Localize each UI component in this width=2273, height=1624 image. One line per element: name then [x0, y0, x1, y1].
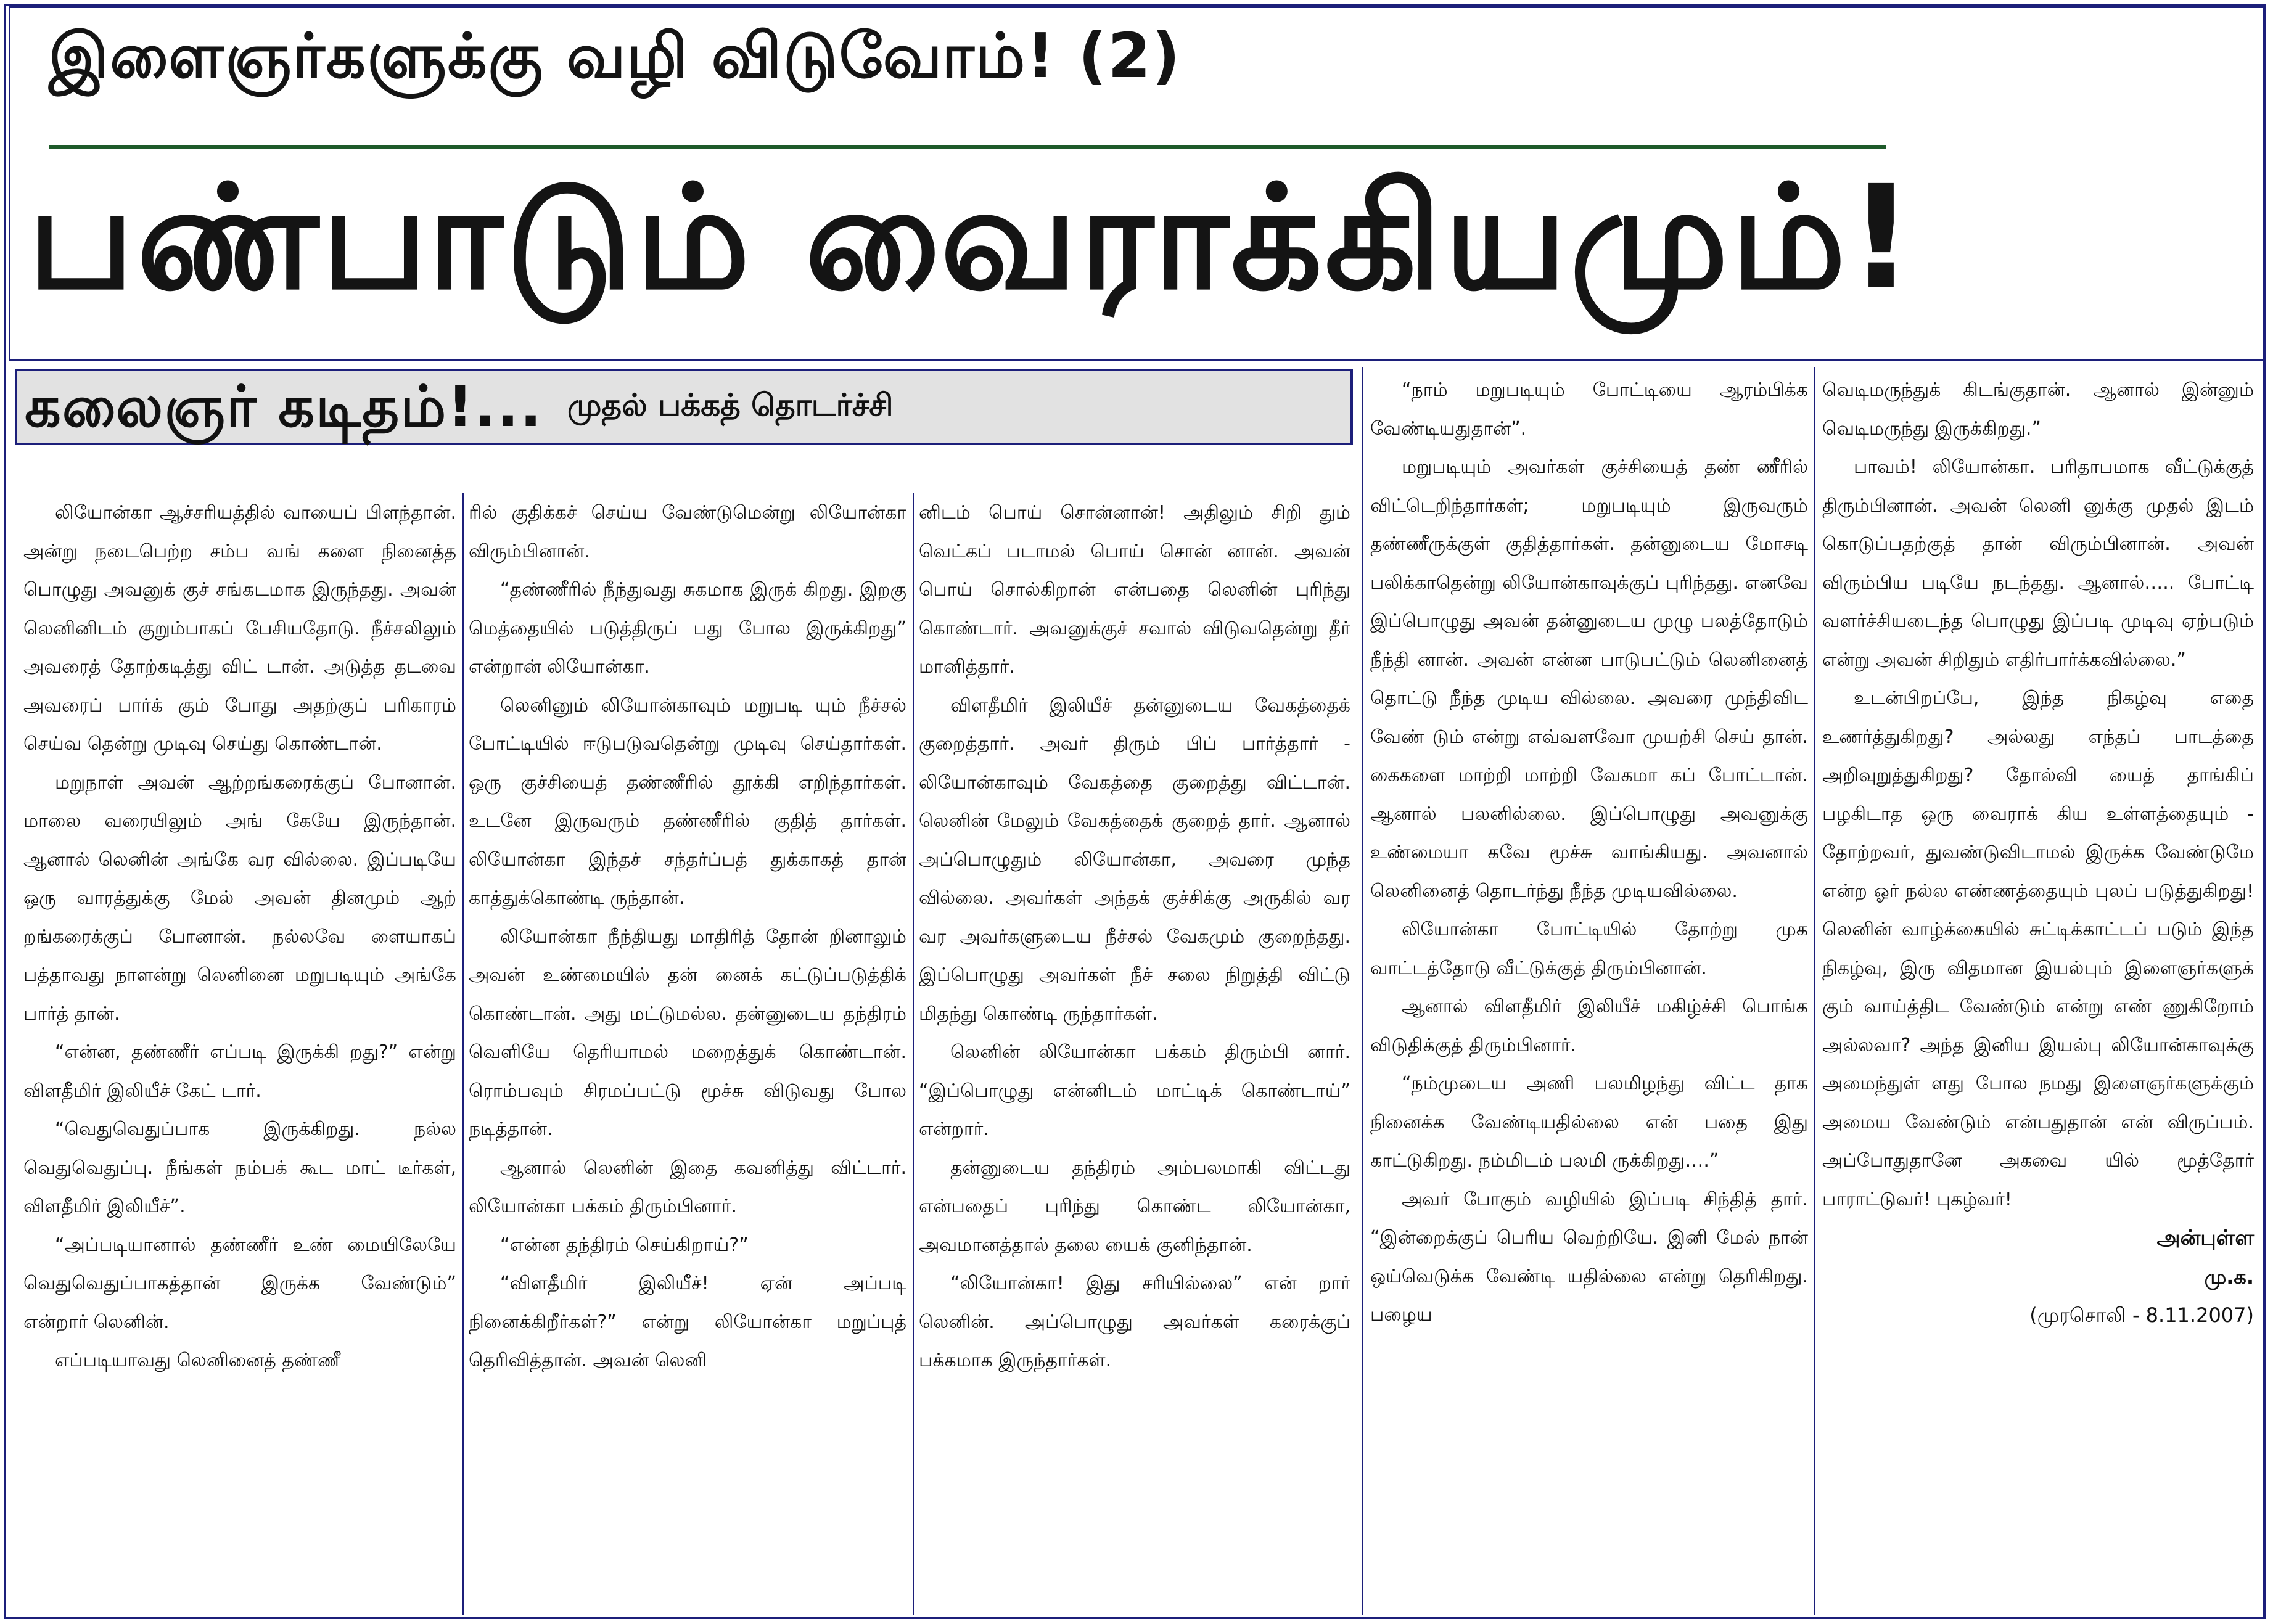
paragraph: னிடம் பொய் சொன்னான்! அதிலும் சிறி தும் வெட்கப் படாமல் பொய் சொன் னான். அவன் பொய் சொல்கிறான் என்பதை லெனின் புரிந்து கொண்டார். அவனுக்குச் சவால் விடுவதென்று தீர் மானித்தார்.: [919, 502, 1350, 678]
article-column-3: [919, 494, 1350, 1380]
paragraph: “தண்ணீரில் நீந்துவது சுகமாக இருக் கிறது. இறகு மெத்தையில் படுத்திருப் பது போல இருக்கிறது” என்றான் லியோன்கா.: [469, 579, 906, 678]
column-divider: [1814, 367, 1815, 1615]
signature-salutation: அன்புள்ள: [2156, 1226, 2254, 1250]
paragraph: லெனினும் லியோன்காவும் மறுபடி யும் நீச்சல் போட்டியில் ஈடுபடுவதென்று முடிவு செய்தார்கள். ஒரு குச்சியைத் தண்ணீரில் தூக்கி எறிந்தார்கள். உடனே இருவரும் தண்ணீரில் குதித் தார்கள். லியோன்கா இந்தச் சந்தர்ப்பத் துக்காகத் தான் காத்துக்கொண்டி ருந்தான்.: [469, 694, 906, 909]
column-divider: [462, 493, 464, 1615]
paragraph: லியோன்கா போட்டியில் தோற்று முக வாட்டத்தோடு வீட்டுக்குத் திரும்பினான்.: [1370, 919, 1808, 979]
banner-title: கலைஞர் கடிதம்!...: [25, 374, 543, 440]
signature-initials: மு.க.: [2204, 1265, 2254, 1289]
paragraph: பாவம்! லியோன்கா. பரிதாபமாக வீட்டுக்குத் திரும்பினான். அவன் லெனி னுக்கு முதல் இடம் கொடுப்பதற்குத் தான் விரும்பினான். அவன் விரும்பிய படியே நடந்தது. ஆனால்….. போட்டி வளர்ச்சியடைந்த பொழுது இப்படி முடிவு ஏற்படும் என்று அவன் சிறிதும் எதிர்பார்க்கவில்லை.”: [1822, 456, 2254, 671]
paragraph: “அப்படியானால் தண்ணீர் உண் மையிலேயே வெதுவெதுப்பாகத்தான் இருக்க வேண்டும்” என்றார் லெனின்.: [23, 1234, 456, 1333]
paragraph: வெடிமருந்துக் கிடங்குதான். ஆனால் இன்னும் வெடிமருந்து இருக்கிறது.”: [1822, 379, 2254, 440]
paragraph: “வெதுவெதுப்பாக இருக்கிறது. நல்ல வெதுவெதுப்பு. நீங்கள் நம்பக் கூட மாட் டீர்கள், விளதீமிர் இலியீச்”.: [23, 1118, 456, 1217]
column-divider: [1362, 367, 1363, 1615]
paragraph: “என்ன, தண்ணீர் எப்படி இருக்கி றது?” என்று விளதீமிர் இலியீச் கேட் டார்.: [23, 1041, 456, 1102]
paragraph: ஆனால் விளதீமிர் இலியீச் மகிழ்ச்சி பொங்க விடுதிக்குத் திரும்பினார்.: [1370, 996, 1808, 1056]
paragraph: விளதீமிர் இலியீச் தன்னுடைய வேகத்தைக் குறைத்தார். அவர் திரும் பிப் பார்த்தார் - லியோன்காவும் வேகத்தை குறைத்து விட்டான். லெனின் மேலும் வேகத்தைக் குறைத் தார். ஆனால் அப்பொழுதும் லியோன்கா, அவரை முந்த வில்லை. அவர்கள் அந்தக் குச்சிக்கு அருகில் வர வர அவர்களுடைய நீச்சல் வேகமும் குறைந்தது. இப்பொழுது அவர்கள் நீச் சலை நிறுத்தி விட்டு மிதந்து கொண்டி ருந்தார்கள்.: [919, 694, 1350, 1025]
paragraph: லியோன்கா ஆச்சரியத்தில் வாயைப் பிளந்தான். அன்று நடைபெற்ற சம்ப வங் களை நினைத்த பொழுது அவனுக் குச் சங்கடமாக இருந்தது. அவன் லெனினிடம் குறும்பாகப் பேசியதோடு. நீச்சலிலும் அவரைத் தோற்கடித்து விட் டான். அடுத்த தடவை அவரைப் பார்க் கும் போது அதற்குப் பரிகாரம் செய்வ தென்று முடிவு செய்து கொண்டான்.: [23, 502, 456, 755]
paragraph: உடன்பிறப்பே, இந்த நிகழ்வு எதை உணர்த்துகிறது? அல்லது எந்தப் பாடத்தை அறிவுறுத்துகிறது? தோல்வி யைத் தாங்கிப் பழகிடாத ஒரு வைராக் கிய உள்ளத்தையும் - தோற்றவர், துவண்டுவிடாமல் இருக்க வேண்டுமே என்ற ஓர் நல்ல எண்ணத்தையும் புலப் படுத்துகிறது! லெனின் வாழ்க்கையில் சுட்டிக்காட்டப் படும் இந்த நிகழ்வு, இரு விதமான இயல்பும் இளைஞர்களுக் கும் வாய்த்திட வேண்டும் என்று எண் ணுகிறோம் அல்லவா? அந்த இனிய இயல்பு லியோன்காவுக்கு அமைந்துள் ளது போல நமது இளைஞர்களுக்கும் அமைய வேண்டும் என்பதுதான் என் விருப்பம். அப்போதுதானே அகவை யில் மூத்தோர் பாராட்டுவர்! புகழ்வர்!: [1822, 687, 2254, 1210]
paragraph: “என்ன தந்திரம் செய்கிறாய்?”: [500, 1234, 749, 1256]
header-box: [9, 6, 2264, 361]
paragraph: ரில் குதிக்கச் செய்ய வேண்டுமென்று லியோன்கா விரும்பினான்.: [469, 502, 906, 562]
paragraph: தன்னுடைய தந்திரம் அம்பலமாகி விட்டது என்பதைப் புரிந்து கொண்ட லியோன்கா, அவமானத்தால் தலை யைக் குனிந்தான்.: [919, 1157, 1350, 1256]
article-column-1: [23, 494, 456, 1380]
paragraph: “லியோன்கா! இது சரியில்லை” என் றார் லெனின். அப்பொழுது அவர்கள் கரைக்குப் பக்கமாக இருந்தார்கள்.: [919, 1273, 1350, 1371]
banner-subtitle: முதல் பக்கத் தொடர்ச்சி: [567, 387, 894, 423]
paragraph: லியோன்கா நீந்தியது மாதிரித் தோன் றினாலும் அவன் உண்மையில் தன் னைக் கட்டுப்படுத்திக் கொண்டான். அது மட்டுமல்ல. தன்னுடைய தந்திரம் வெளியே தெரியாமல் மறைத்துக் கொண்டான். ரொம்பவும் சிரமப்பட்டு மூச்சு விடுவது போல நடித்தான்.: [469, 925, 906, 1140]
paragraphs: [1822, 371, 2254, 1219]
paragraph: “விளதீமிர் இலியீச்! ஏன் அப்படி நினைக்கிறீர்கள்?” என்று லியோன்கா மறுப்புத் தெரிவித்தான். அவன் லெனி: [469, 1273, 906, 1371]
paragraph: மறுபடியும் அவர்கள் குச்சியைத் தண் ணீரில் விட்டெறிந்தார்கள்; மறுபடியும் இருவரும் தண்ணீருக்குள் குதித்தார்கள். தன்னுடைய மோசடி பலிக்காதென்று லியோன்காவுக்குப் புரிந்தது. எனவே இப்பொழுது அவன் தன்னுடைய முழு பலத்தோடும் நீந்தி னான். அவன் என்ன பாடுபட்டும் லெனினைத் தொட்டு நீந்த முடிய வில்லை. அவரை முந்திவிட வேண் டும் என்று எவ்வளவோ முயற்சி செய் தான். கைகளை மாற்றி மாற்றி வேகமா கப் போட்டான். ஆனால் பலனில்லை. இப்பொழுது அவனுக்கு உண்மையா கவே மூச்சு வாங்கியது. அவனால் லெனினைத் தொடர்ந்து நீந்த முடியவில்லை.: [1370, 456, 1808, 902]
series-title: இளைஞர்களுக்கு வழி விடுவோம்! (2): [49, 20, 1182, 92]
publication-source: (முரசொலி - 8.11.2007): [2029, 1303, 2254, 1327]
paragraph: அவர் போகும் வழியில் இப்படி சிந்தித் தார். “இன்றைக்குப் பெரிய வெற்றியே. இனி மேல் நான் ஒய்வெடுக்க வேண்டி யதில்லை என்று தெரிகிறது. பழைய: [1370, 1188, 1808, 1326]
article-column-5: [1822, 371, 2254, 1335]
article-column-4: [1370, 371, 1808, 1335]
main-title: பண்பாடும் வைராக்கியமும்!: [28, 155, 1917, 321]
paragraph: “நாம் மறுபடியும் போட்டியை ஆரம்பிக்க வேண்டியதுதான்”.: [1370, 379, 1808, 440]
paragraph: எப்படியாவது லெனினைத் தண்ணீ: [55, 1350, 340, 1371]
header-divider: [49, 145, 1886, 149]
column-divider: [913, 493, 914, 1615]
kalaignar-letter-banner: [15, 369, 1353, 445]
paragraph: மறுநாள் அவன் ஆற்றங்கரைக்குப் போனான். மாலை வரையிலும் அங் கேயே இருந்தான். ஆனால் லெனின் அங்கே வர வில்லை. இப்படியே ஒரு வாரத்துக்கு மேல் அவன் தினமும் ஆற் றங்கரைக்குப் போனான். நல்லவே ளையாகப் பத்தாவது நாளன்று லெனினை மறுபடியும் அங்கே பார்த் தான்.: [23, 771, 456, 1025]
article-column-2: [469, 494, 906, 1380]
paragraph: ஆனால் லெனின் இதை கவனித்து விட்டார். லியோன்கா பக்கம் திரும்பினார்.: [469, 1157, 906, 1217]
paragraph: லெனின் லியோன்கா பக்கம் திரும்பி னார். “இப்பொழுது என்னிடம் மாட்டிக் கொண்டாய்” என்றார்.: [919, 1041, 1350, 1140]
paragraph: “நம்முடைய அணி பலமிழந்து விட்ட தாக நினைக்க வேண்டியதில்லை என் பதை இது காட்டுகிறது. நம்மிடம் பலமி ருக்கிறது….”: [1370, 1073, 1808, 1171]
